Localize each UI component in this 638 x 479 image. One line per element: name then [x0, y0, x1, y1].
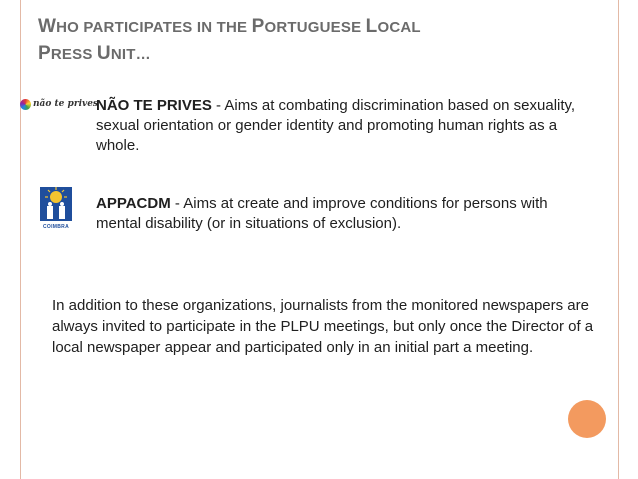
nao-te-prives-logo: não te prives [20, 97, 90, 111]
org-name: APPACDM [96, 195, 171, 212]
summary-paragraph: In addition to these organizations, journalists from the monitored newspapers are always invited to participate in the PLPU meetings, but only once the Director of a local newspaper appear and participated only in an initial part a meeting. [52, 297, 594, 356]
appacdm-logo: COIMBRA [38, 185, 74, 231]
appacdm-emblem-icon [38, 185, 74, 223]
frame-line-right [618, 0, 619, 479]
accent-circle [568, 400, 606, 438]
org-appacdm [96, 194, 596, 234]
swirl-icon [20, 99, 31, 110]
org-name: NÃO TE PRIVES [96, 97, 212, 114]
frame-line-left [20, 0, 21, 479]
org-description: - Aims at create and improve conditions for persons with mental disability (or in situations of exclusion). [96, 195, 548, 232]
slide-title: WHO PARTICIPATES IN THE PORTUGUESE LOCAL PRESS UNIT… [38, 16, 421, 64]
org-nao-te-prives [96, 96, 596, 156]
org-description: - Aims at combating discrimination based on sexuality, sexual orientation or gender identity and promoting human rights as a whole. [96, 97, 576, 154]
